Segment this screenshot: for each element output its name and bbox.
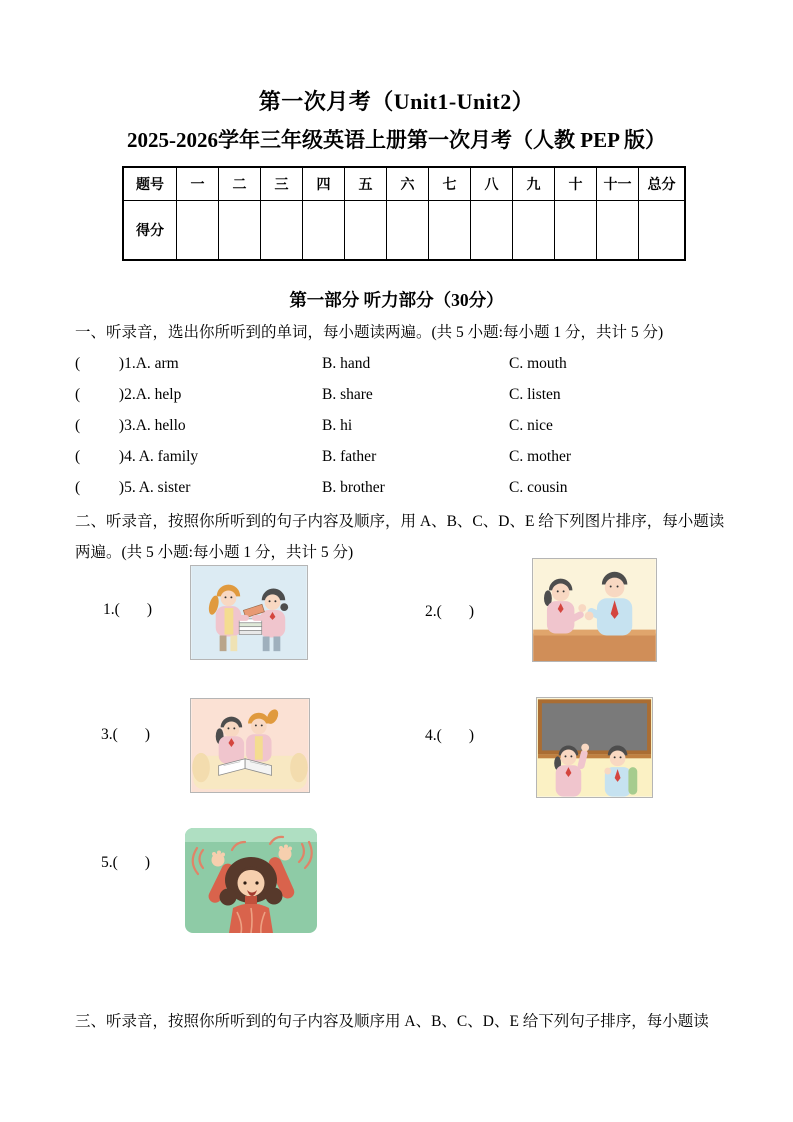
- score-cell: [513, 201, 555, 261]
- classroom-blackboard-illustration: [537, 698, 652, 797]
- score-table-col: 四: [303, 167, 345, 201]
- picture-4-label: 4.( ): [425, 727, 475, 744]
- picture-4: [536, 697, 653, 798]
- sharing-books-illustration: [191, 566, 307, 659]
- score-table-col: 九: [513, 167, 555, 201]
- score-row-label: 得分: [123, 201, 177, 261]
- option-row-1: [75, 348, 732, 379]
- option-4-b: B. father: [322, 448, 377, 466]
- option-row-2: [75, 379, 732, 410]
- score-table: [122, 166, 686, 261]
- picture-3-label: 3.( ): [101, 726, 151, 743]
- score-table-col: 六: [387, 167, 429, 201]
- score-table-col: 八: [471, 167, 513, 201]
- score-cell: [177, 201, 219, 261]
- option-5-c: C. cousin: [509, 479, 568, 497]
- option-4-a: ( )4. A. family: [75, 448, 199, 466]
- option-3-b: B. hi: [322, 416, 353, 434]
- option-2-c: C. listen: [509, 385, 561, 403]
- score-cell: [639, 201, 686, 261]
- score-table-header-label: 题号: [123, 167, 177, 201]
- talking-at-desk-illustration: [533, 559, 656, 661]
- option-5-a: ( )5. A. sister: [75, 479, 191, 497]
- score-cell: [261, 201, 303, 261]
- waving-girl-illustration: [185, 828, 317, 933]
- option-1-a: ( )1.A. arm: [75, 354, 179, 372]
- option-2-b: B. share: [322, 385, 373, 403]
- section1-instruction: 一、听录音，选出你所听到的单词，每小题读两遍。(共 5 小题:每小题 1 分，共计 5 分): [75, 324, 664, 341]
- picture-2-label: 2.( ): [425, 603, 475, 620]
- score-table-col: 五: [345, 167, 387, 201]
- score-table-col: 十: [555, 167, 597, 201]
- score-table-col: 二: [219, 167, 261, 201]
- reading-on-sofa-illustration: [191, 699, 309, 792]
- score-table-col: 一: [177, 167, 219, 201]
- picture-5-label: 5.( ): [101, 854, 151, 871]
- score-cell: [345, 201, 387, 261]
- score-table-col: 三: [261, 167, 303, 201]
- option-row-5: [75, 473, 732, 504]
- score-cell: [429, 201, 471, 261]
- option-3-a: ( )3.A. hello: [75, 416, 186, 434]
- part1-heading: 第一部分 听力部分（30分）: [289, 290, 504, 310]
- option-1-c: C. mouth: [509, 354, 567, 372]
- score-cell: [219, 201, 261, 261]
- picture-1-label: 1.( ): [103, 601, 153, 618]
- score-cell: [555, 201, 597, 261]
- option-2-a: ( )2.A. help: [75, 385, 182, 403]
- score-table-col: 十一: [597, 167, 639, 201]
- section3-instruction: 三、听录音，按照你所听到的句子内容及顺序用 A、B、C、D、E 给下列句子排序，每小题读: [75, 1013, 709, 1030]
- option-row-3: [75, 410, 732, 441]
- score-table-col: 七: [429, 167, 471, 201]
- score-cell: [387, 201, 429, 261]
- option-5-b: B. brother: [322, 479, 385, 497]
- score-table-header-row: [123, 167, 685, 201]
- section2-instruction: 二、听录音，按照你所听到的句子内容及顺序，用 A、B、C、D、E 给下列图片排序，每小题读两遍。(共 5 小题:每小题 1 分，共计 5 分): [75, 513, 725, 561]
- option-1-b: B. hand: [322, 354, 371, 372]
- option-row-4: [75, 442, 732, 473]
- exam-subtitle: 2025-2026学年三年级英语上册第一次月考（人教 PEP 版）: [127, 128, 666, 152]
- score-table-score-row: [123, 201, 685, 261]
- section1-options: [75, 348, 732, 504]
- exam-title: 第一次月考（Unit1-Unit2）: [258, 89, 535, 114]
- picture-3: [190, 698, 310, 793]
- score-cell: [303, 201, 345, 261]
- picture-5: [185, 828, 317, 933]
- score-cell: [471, 201, 513, 261]
- option-3-c: C. nice: [509, 416, 553, 434]
- picture-2: [532, 558, 657, 662]
- score-cell: [597, 201, 639, 261]
- option-4-c: C. mother: [509, 448, 571, 466]
- score-table-col-total: 总分: [639, 167, 686, 201]
- picture-1: [190, 565, 308, 660]
